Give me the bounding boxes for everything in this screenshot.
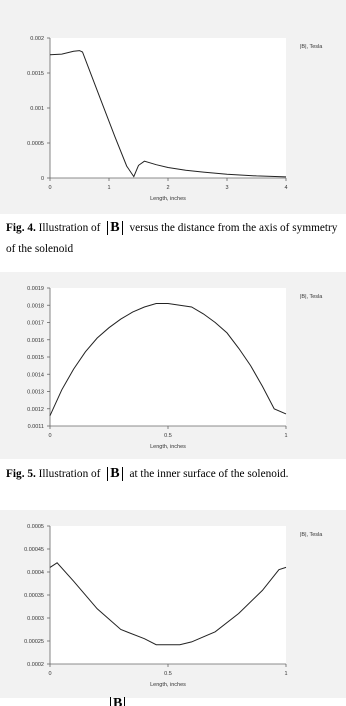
x-tick-label: 0.5	[164, 433, 172, 439]
x-tick-label: 4	[284, 185, 288, 191]
figure-4-caption-pre: Illustration of	[38, 222, 101, 234]
y-tick-label: 0.0002	[27, 662, 44, 668]
x-axis-label: Length, inches	[150, 196, 186, 202]
y-tick-label: 0.0003	[27, 616, 44, 622]
y-tick-label: 0.0005	[27, 524, 44, 530]
legend-label: |B|, Tesla	[300, 294, 323, 300]
y-tick-label: 0.0013	[27, 389, 44, 396]
y-tick-label: 0.0017	[27, 320, 44, 327]
y-tick-label: 0.0015	[27, 71, 44, 77]
x-axis-label: Length, inches	[150, 444, 186, 450]
figure-6-chart	[0, 510, 346, 698]
y-tick-label: 0.002	[30, 36, 44, 42]
x-tick-label: 0	[48, 433, 52, 439]
y-tick-label: 0.0011	[27, 424, 44, 430]
y-tick-label: 0.0005	[27, 141, 44, 147]
y-tick-label: 0.0012	[27, 406, 44, 413]
figure-4-label: Fig. 4.	[6, 222, 36, 234]
figure-5-label: Fig. 5.	[6, 468, 36, 480]
figure-5-b-symbol: B	[107, 467, 122, 481]
y-tick-label: 0.0018	[27, 303, 44, 310]
y-tick-label: 0.00045	[24, 547, 44, 553]
figure-4-plot	[0, 0, 346, 214]
y-tick-label: 0.0015	[27, 355, 44, 361]
y-tick-label: 0.001	[30, 106, 44, 112]
legend-label: |B|, Tesla	[300, 44, 323, 50]
figure-5-chart	[0, 272, 346, 459]
y-tick-label: 0.0019	[27, 286, 44, 292]
figure-4-b-symbol: B	[107, 221, 122, 235]
figure-5-caption-post: at the inner surface of the solenoid.	[129, 468, 289, 480]
y-tick-label: 0.00035	[24, 593, 44, 599]
plot-area	[50, 288, 286, 426]
figure-4-chart	[0, 0, 346, 214]
x-tick-label: 0	[48, 671, 52, 677]
x-tick-label: 2	[166, 185, 170, 191]
figure-5-caption	[6, 464, 340, 485]
y-tick-label: 0.00025	[24, 639, 44, 645]
x-tick-label: 1	[284, 433, 288, 439]
y-tick-label: 0.0004	[27, 570, 44, 576]
x-tick-label: 3	[225, 185, 229, 191]
figure-6-b-symbol: B	[110, 697, 125, 706]
x-axis-label: Length, inches	[150, 682, 186, 688]
x-tick-label: 0.5	[164, 671, 172, 677]
figure-6-caption	[6, 694, 340, 706]
x-tick-label: 1	[107, 185, 111, 191]
x-tick-label: 1	[284, 671, 288, 677]
figure-5-caption-pre: Illustration of	[38, 468, 101, 480]
legend-label: |B|, Tesla	[300, 532, 323, 538]
figure-5-plot	[0, 272, 346, 459]
x-tick-label: 0	[48, 185, 52, 191]
figure-4-caption-post: versus the distance from the axis of symmetry of the solenoid	[6, 222, 338, 255]
y-tick-label: 0.0016	[27, 337, 44, 344]
figure-6-plot	[0, 510, 346, 698]
figure-4-caption	[6, 218, 340, 260]
y-tick-label: 0.0014	[27, 372, 44, 379]
y-tick-label: 0	[40, 176, 44, 182]
